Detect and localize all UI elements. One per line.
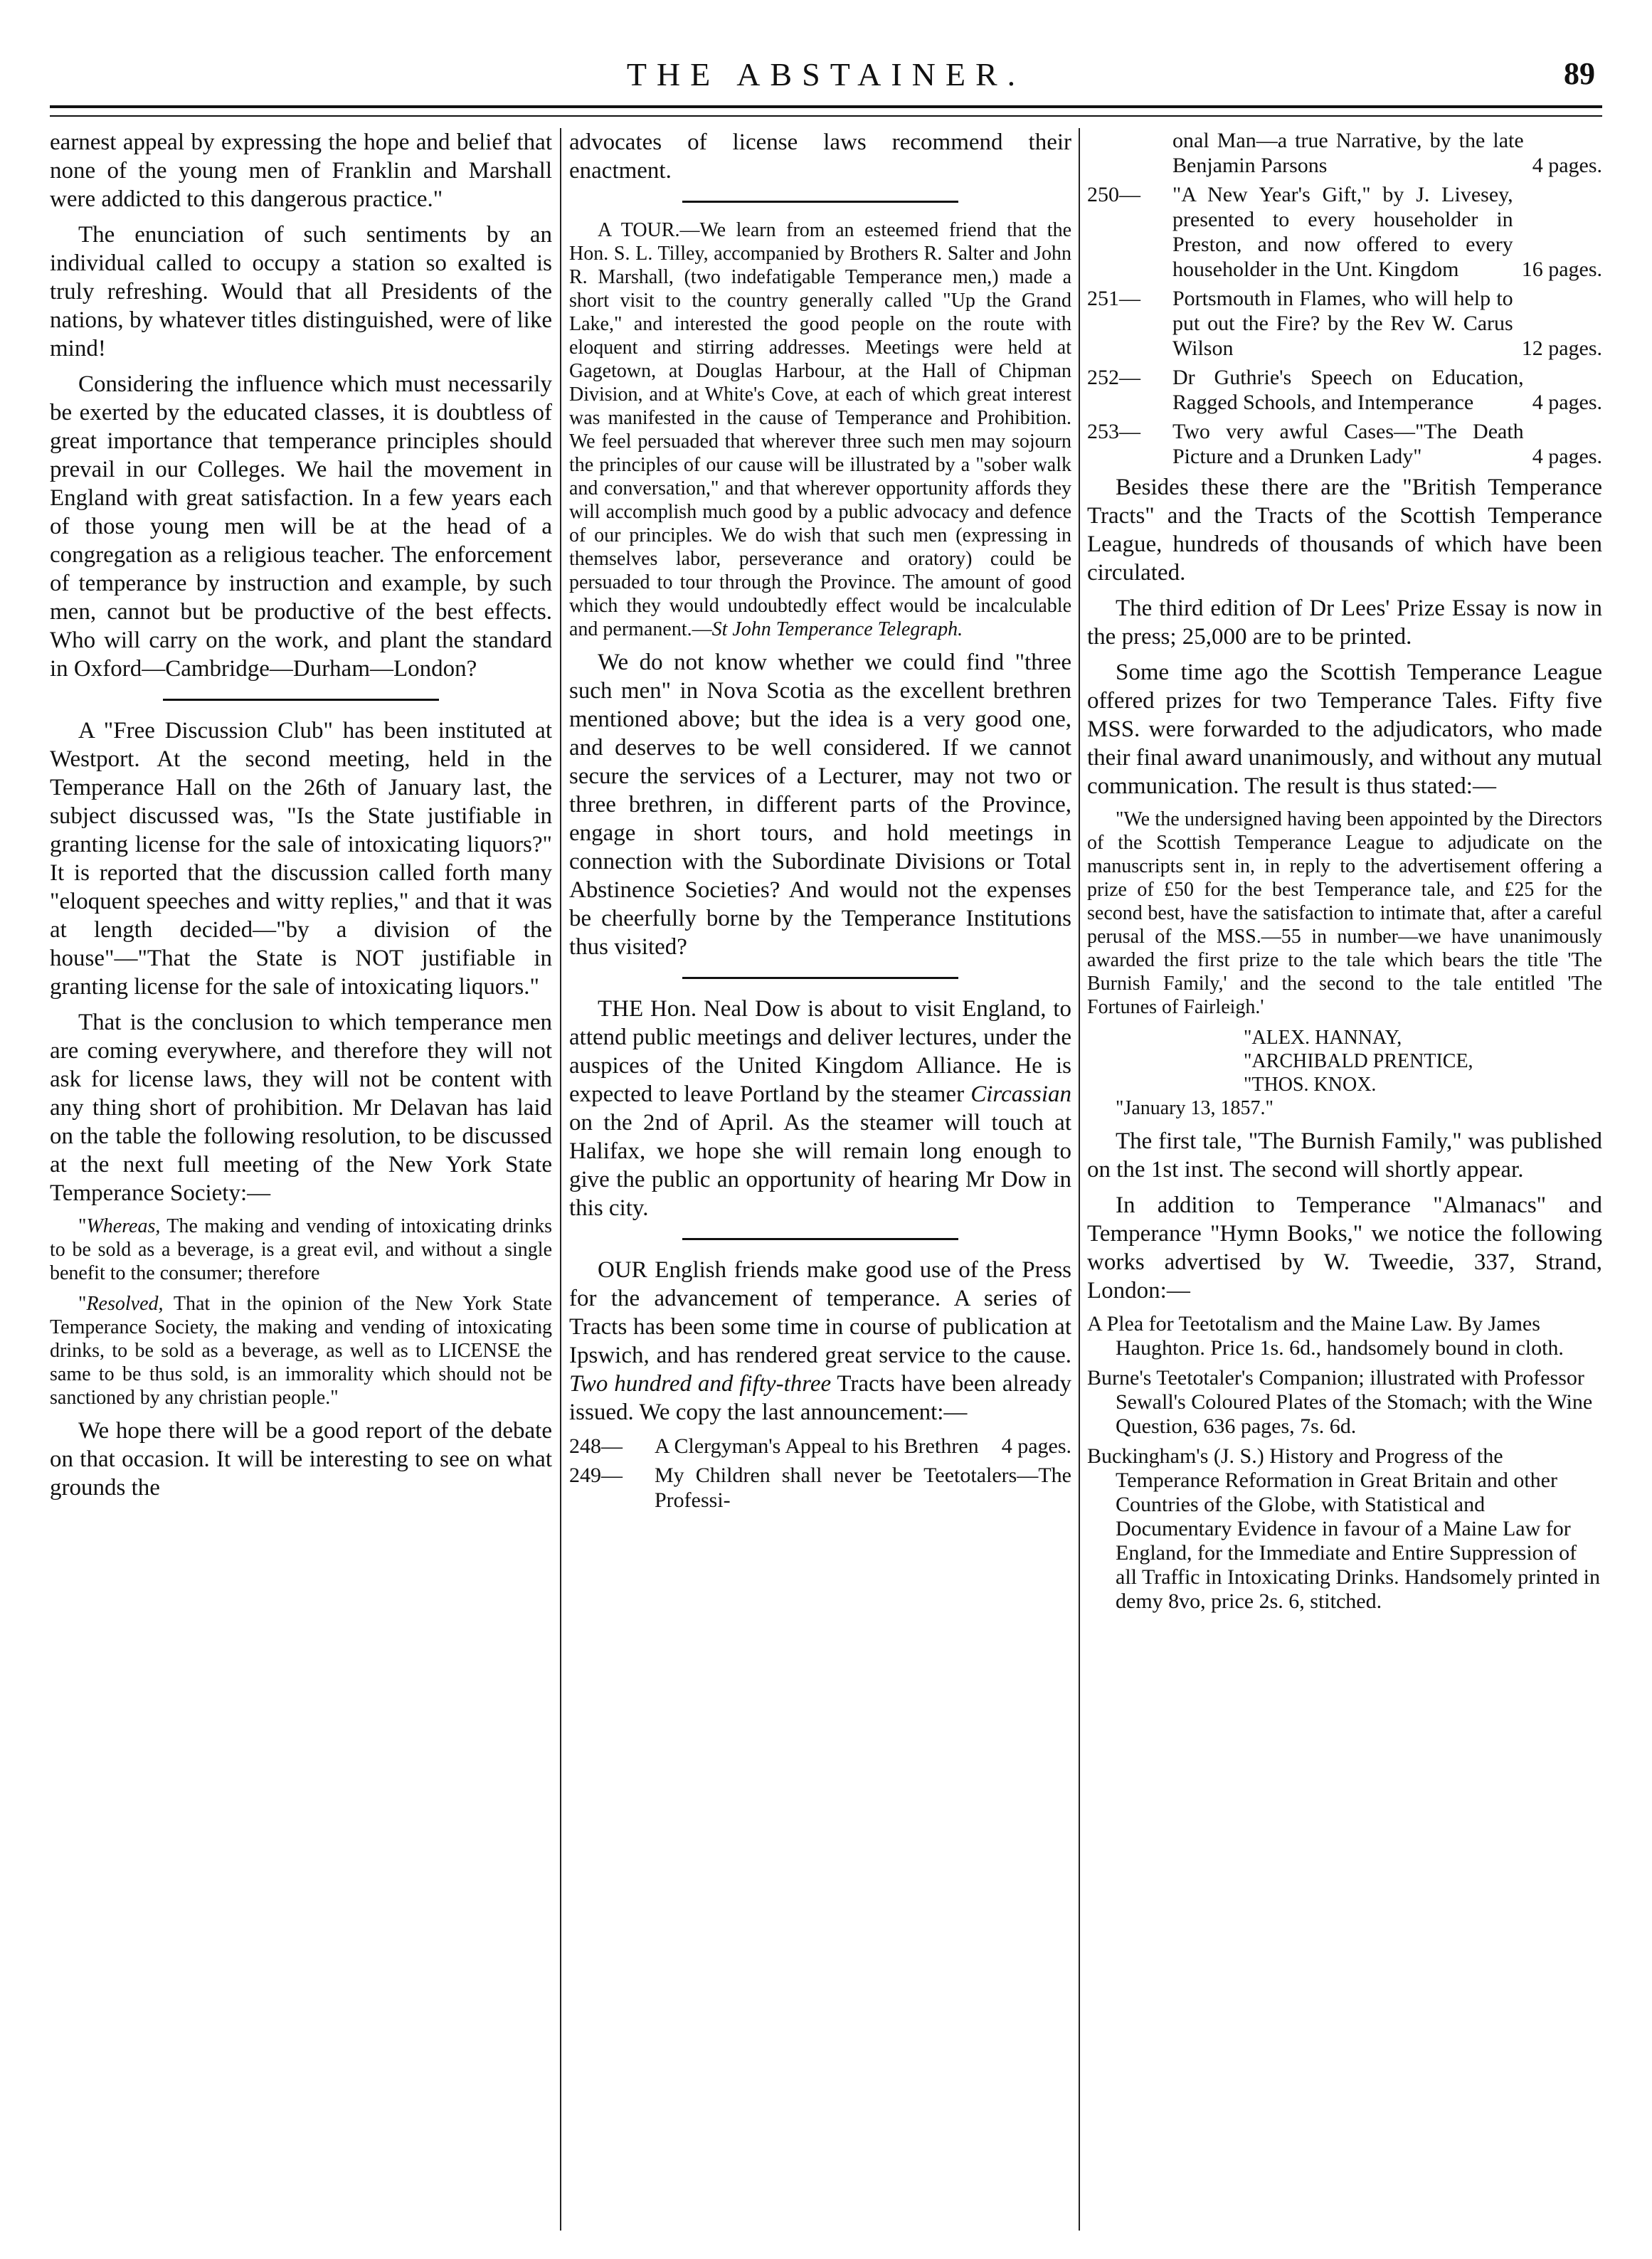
paragraph-text: English friends make good use of the Press for the advancement of temperance. A series of Tracts has been some time in course of publication at Ipswich, and has rendered great service to the cause. [569, 1257, 1071, 1368]
paragraph [569, 218, 1071, 641]
lead-word: THE [598, 996, 644, 1022]
header-rule [50, 105, 1602, 117]
paragraph-text: Hon. Neal Dow is about to visit England, to attend public meetings and deliver lectures, under the auspices of the United Kingdom Alliance. He is expected to leave Portland by the steamer [569, 996, 1071, 1107]
tract-pages: 16 pages. [1521, 258, 1602, 281]
tract-pages: 12 pages. [1521, 337, 1602, 360]
section-divider [682, 1238, 958, 1240]
paragraph [569, 1256, 1071, 1427]
emphasis: Two hundred and fifty-three [569, 1371, 832, 1397]
page-header [50, 55, 1602, 98]
tract-pages: 4 pages. [1532, 391, 1602, 414]
paragraph [569, 995, 1071, 1222]
adjudicators-quote: "We the undersigned having been appointed by the Directors of the Scottish Temperance League to adjudicate on the manuscripts sent in, in reply to the advertisement offering a prize of £50 for the best Temperance tale, and £25 for the second best, have the satisfaction to intimate that, after a careful perusal of the MSS.—55 in number—we have unanimously awarded the first prize to the tale which bears the title 'The Burnish Family,' and the second to the tale entitled 'The Fortunes of Fairleigh.' [1087, 808, 1602, 1018]
column-divider [560, 128, 561, 2231]
tract-title: "A New Year's Gift," by J. Livesey, presented to every householder in Preston, and now offered to every householder in the Unt. Kingdom [1172, 183, 1513, 281]
paragraph-text: on the 2nd of April. As the steamer will touch at Halifax, we hope she will remain long enough to give the public an opportunity of hearing Mr Dow in this city. [569, 1110, 1071, 1221]
tract-entry [1087, 419, 1602, 469]
tract-number: 249— [569, 1464, 623, 1487]
tract-entry [569, 1434, 1071, 1459]
source-citation: St John Temperance Telegraph. [711, 618, 963, 640]
tract-entry [1087, 365, 1602, 415]
ship-name: Circassian [970, 1081, 1071, 1107]
column-2 [569, 128, 1071, 2231]
resolution-quote: "Resolved, That in the opinion of the New York State Temperance Society, the making and vending of intoxicating drinks, to be sold as a beverage, as well as to LICENSE the same to be thus sold, is an immorality which should not be sanctioned by any christian people." [50, 1293, 552, 1409]
paragraph: The first tale, "The Burnish Family," was published on the 1st inst. The second will shortly appear. [1087, 1128, 1602, 1183]
tract-title: Dr Guthrie's Speech on Education, Ragged Schools, and Intemperance [1172, 366, 1524, 414]
tract-number: 251— [1087, 287, 1140, 310]
tract-title: My Children shall never be Teetotalers—The Professi- [655, 1464, 1071, 1512]
resolution-quote: "Whereas, The making and vending of intoxicating drinks to be sold as a beverage, is a great evil, and without a single benefit to the consumer; therefore [50, 1215, 552, 1284]
paragraph: advocates of license laws recommend their enactment. [569, 129, 1071, 184]
tract-title: Two very awful Cases—"The Death Picture and a Drunken Lady" [1172, 420, 1524, 468]
quote-lead: Resolved, [86, 1293, 164, 1315]
tract-entry [569, 1463, 1071, 1513]
section-divider [682, 977, 958, 979]
tract-title: onal Man—a true Narrative, by the late Benjamin Parsons [1172, 129, 1524, 177]
signature-line: "ALEX. HANNAY, [1244, 1027, 1402, 1049]
tract-pages: 4 pages. [1532, 154, 1602, 177]
paragraph: The third edition of Dr Lees' Prize Essay is now in the press; 25,000 are to be printed. [1087, 596, 1602, 650]
paragraph: In addition to Temperance "Almanacs" and Temperance "Hymn Books," we notice the following works advertised by W. Tweedie, 337, Strand, London:— [1087, 1192, 1602, 1303]
quote-text: That in the opinion of the New York State Temperance Society, the making and vending of intoxicating drinks, to be sold as a beverage, as well as to LICENSE the same to be thus sold, is an immorality which should not be sanctioned by any christian people." [50, 1293, 552, 1409]
advertised-work: A Plea for Teetotalism and the Maine Law. By James Haughton. Price 1s. 6d., handsomely bound in cloth. [1087, 1312, 1564, 1360]
lead-word: A TOUR. [598, 219, 680, 241]
paragraph-text: Tracts have been already issued. We copy the last announcement:— [569, 1371, 1071, 1425]
section-divider [682, 201, 958, 203]
tract-number: 248— [569, 1434, 623, 1458]
tract-entry [1087, 286, 1602, 361]
lead-word: OUR [598, 1257, 647, 1283]
tract-entry [1087, 128, 1602, 178]
paragraph: We hope there will be a good report of the debate on that occasion. It will be interesting to see on what grounds the [50, 1418, 552, 1501]
paragraph: The enunciation of such sentiments by an individual called to occupy a station so exalted is truly refreshing. Would that all Presidents of the nations, by whatever titles distinguished, were of like mind! [50, 222, 552, 361]
advertised-work: Burne's Teetotaler's Companion; illustrated with Professor Sewall's Coloured Plates of the Stomach; with the Wine Question, 636 pages, 7s. 6d. [1087, 1366, 1593, 1438]
paragraph: Some time ago the Scottish Temperance League offered prizes for two Temperance Tales. Fifty five MSS. were forwarded to the adjudicators, who made their final award unanimously, and without any mutual communication. The result is thus stated:— [1087, 660, 1602, 799]
advertised-work: Buckingham's (J. S.) History and Progress of the Temperance Reformation in Great Britain and other Countries of the Globe, with Statistical and Documentary Evidence in favour of a Maine Law for England, for the Immediate and Entire Suppression of all Traffic in Intoxicating Drinks. Handsomely printed in demy 8vo, price 2s. 6, stitched. [1087, 1444, 1601, 1613]
signature-line: "THOS. KNOX. [1244, 1074, 1377, 1096]
quote-lead: Whereas, [86, 1215, 161, 1237]
paragraph-text: —We learn from an esteemed friend that the Hon. S. L. Tilley, accompanied by Brothers R. Salter and John R. Marshall, (two indefatigable Temperance men,) made a short visit to the country generally called "Up the Grand Lake," and interested the good people on the route with eloquent and stirring addresses. Meetings were held at Gagetown, at Douglas Harbour, at the Hall of Chipman Division, and at White's Cove, at each of which great interest was manifested in the cause of Temperance and Prohibition. We feel persuaded that wherever three such men may sojourn the principles of our cause will be illustrated by a "sober walk and conversation," and that wherever opportunity affords they will accomplish much good by a public advocacy and defence of our principles. We do wish that such men (expressing in themselves labor, perseverance and oratory) could be persuaded to tour through the Province. The amount of good which they would undoubtedly effect would be incalculable and permanent.— [569, 219, 1071, 640]
tract-number: 253— [1087, 420, 1140, 443]
paragraph: We do not know whether we could find "three such men" in Nova Scotia as the excellent brethren mentioned above; but the idea is a very good one, and deserves to be well considered. If we cannot secure the services of a Lecturer, may not two or three brethren, in different parts of the Province, engage in short tours, and hold meetings in connection with the Subordinate Divisions or Total Abstinence Societies? And would not the expenses be cheerfully borne by the Temperance Institutions thus visited? [569, 650, 1071, 960]
tract-pages: 4 pages. [1532, 445, 1602, 468]
quote-text: The making and vending of intoxicating drinks to be sold as a beverage, is a great evil, and without a single benefit to the consumer; therefore [50, 1215, 552, 1284]
tract-title: A Clergyman's Appeal to his Brethren [655, 1434, 979, 1458]
signature-line: "ARCHIBALD PRENTICE, [1244, 1050, 1473, 1072]
column-3 [1087, 128, 1602, 2231]
tract-pages: 4 pages. [1001, 1434, 1071, 1458]
column-divider [1079, 128, 1080, 2231]
paragraph: Besides these there are the "British Temperance Tracts" and the Tracts of the Scottish Temperance League, hundreds of thousands of which have been circulated. [1087, 475, 1602, 586]
tract-number: 252— [1087, 366, 1140, 389]
page-number: 89 [1564, 56, 1595, 91]
publication-title: THE ABSTAINER. [626, 56, 1026, 92]
tract-entry [1087, 182, 1602, 282]
quote-date: "January 13, 1857." [1116, 1097, 1274, 1119]
section-divider [163, 699, 439, 701]
paragraph: earnest appeal by expressing the hope and belief that none of the young men of Franklin and Marshall were addicted to this dangerous practice." [50, 129, 552, 212]
paragraph: A "Free Discussion Club" has been instituted at Westport. At the second meeting, held in the Temperance Hall on the 26th of January last, the subject discussed was, "Is the State justifiable in granting license for the sale of intoxicating liquors?" It is reported that the discussion called forth many "eloquent speeches and witty replies," and that it was at length decided—"by a division of the house"—"That the State is NOT justifiable in granting license for the sale of intoxicating liquors." [50, 718, 552, 1000]
paragraph: Considering the influence which must necessarily be exerted by the educated classes, it is doubtless of great importance that temperance principles should prevail in our Colleges. We hail the movement in England with great satisfaction. In a few years each of those young men will be at the head of a congregation as a religious teacher. The enforcement of temperance by instruction and example, by such men, cannot but be productive of the best effects. Who will carry on the work, and plant the standard in Oxford—Cambridge—Durham—London? [50, 371, 552, 682]
paragraph: That is the conclusion to which temperance men are coming everywhere, and therefore they will not ask for license laws, they will not be content with any thing short of prohibition. Mr Delavan has laid on the table the following resolution, to be discussed at the next full meeting of the New York State Temperance Society:— [50, 1010, 552, 1206]
tract-title: Portsmouth in Flames, who will help to put out the Fire? by the Rev W. Carus Wilson [1172, 287, 1513, 360]
tract-number: 250— [1087, 183, 1140, 206]
column-1 [50, 128, 552, 2231]
